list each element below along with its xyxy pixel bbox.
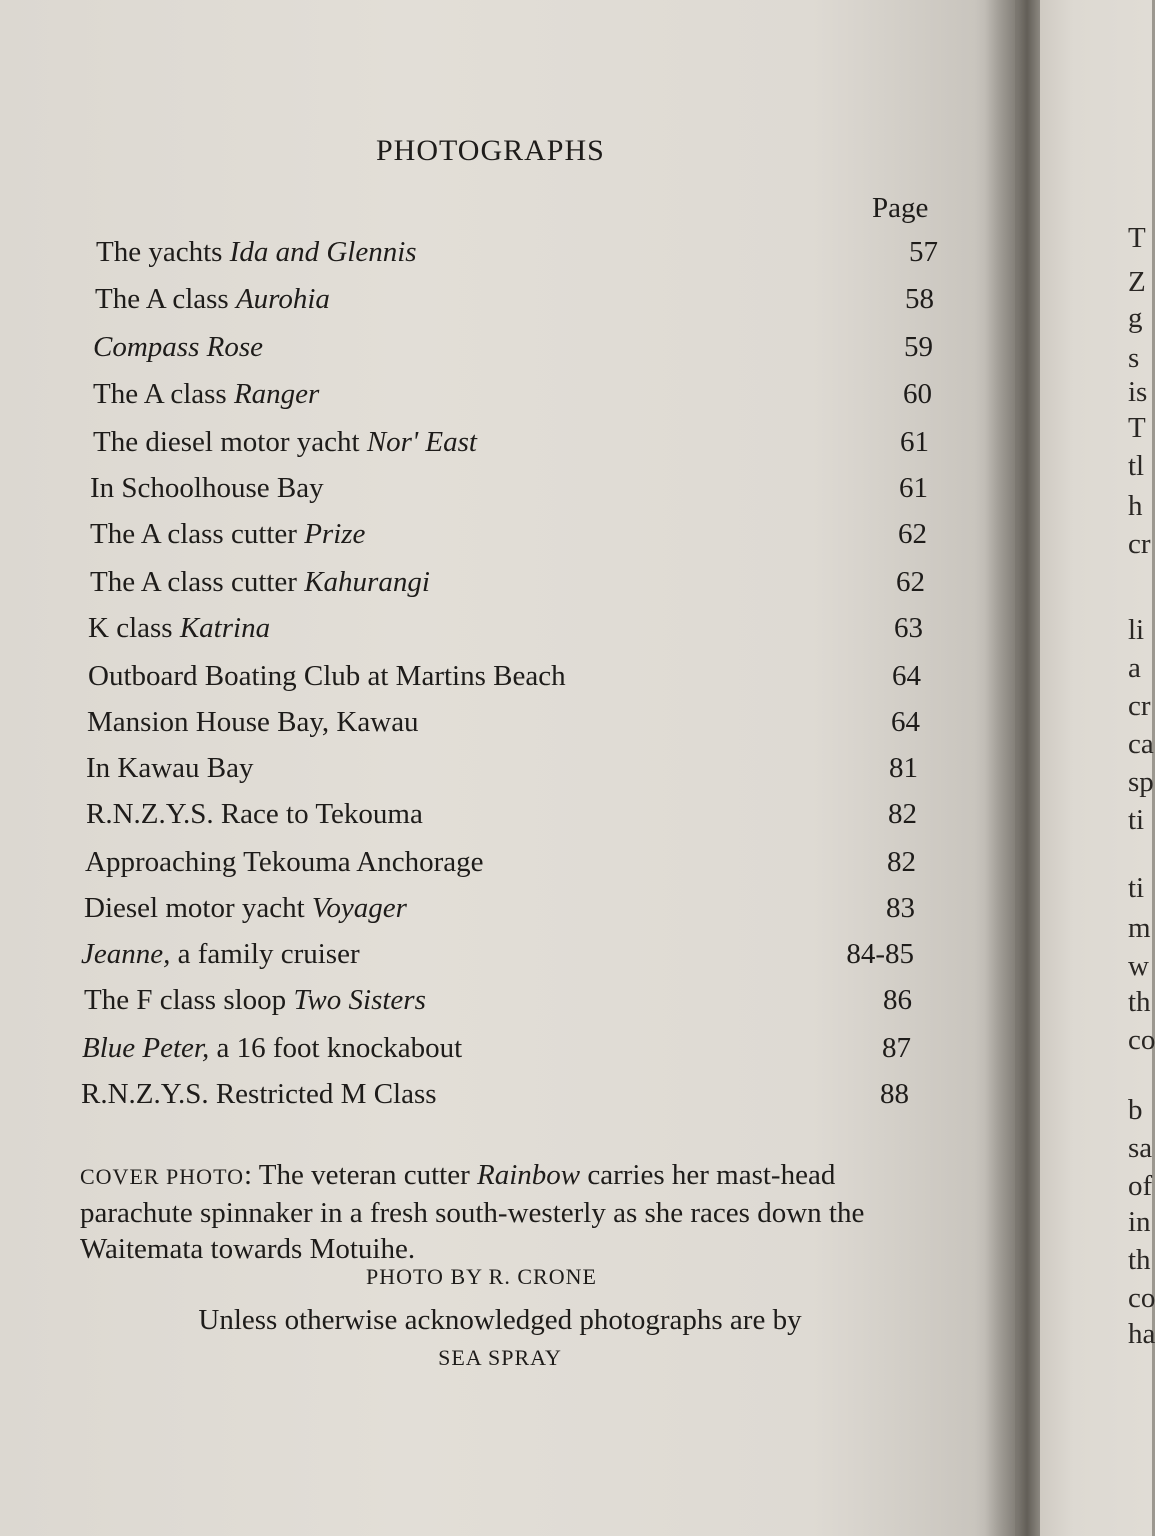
photo-page-number: 61 — [899, 472, 928, 504]
photo-page-number: 63 — [894, 612, 923, 644]
photo-list-item — [87, 706, 920, 746]
photo-page-number: 57 — [909, 236, 938, 268]
facing-page-fragment: Z — [1128, 266, 1146, 298]
photo-title — [93, 426, 477, 459]
photo-page-number: 82 — [887, 846, 916, 878]
photo-title-boat-name: Aurohia — [235, 283, 330, 315]
photo-title-text: Mansion House Bay, Kawau — [87, 706, 419, 738]
page-heading: PHOTOGRAPHS — [376, 134, 605, 167]
facing-page-fragment: T — [1128, 412, 1146, 444]
photo-list-item — [81, 938, 914, 978]
photo-list-item — [88, 660, 921, 700]
photo-list-item — [86, 752, 918, 792]
photo-title — [84, 984, 426, 1017]
photo-page-number: 83 — [886, 892, 915, 924]
photo-title — [96, 236, 417, 269]
facing-page-fragment: T — [1128, 222, 1146, 254]
photo-title-text: In Kawau Bay — [86, 752, 254, 784]
photo-title-text: The F class sloop — [84, 984, 294, 1016]
photo-title-text: Approaching Tekouma Anchorage — [85, 846, 484, 878]
facing-page-fragment: tl — [1128, 450, 1145, 482]
facing-page-fragment: ti — [1128, 804, 1145, 836]
photo-title-text: R.N.Z.Y.S. Restricted M Class — [81, 1078, 437, 1110]
facing-page-fragment: a — [1128, 652, 1141, 684]
facing-page-fragment: in — [1128, 1206, 1151, 1238]
photo-title — [85, 846, 483, 879]
photo-title-boat-name: Nor' East — [366, 426, 477, 458]
facing-page-fragment: g — [1128, 302, 1143, 334]
photo-title-text: a 16 foot knockabout — [209, 1032, 463, 1064]
photo-title — [90, 518, 365, 551]
photo-list-item — [93, 378, 932, 418]
photo-title-boat-name: Prize — [304, 518, 366, 550]
photo-title — [90, 566, 430, 599]
photo-title-text: K class — [88, 612, 180, 644]
cover-photo-caption — [80, 1157, 910, 1267]
photo-title-text: The yachts — [96, 236, 230, 268]
photo-title-text: R.N.Z.Y.S. Race to Tekouma — [86, 798, 423, 830]
photo-page-number: 61 — [900, 426, 929, 458]
photo-list-item — [82, 1032, 911, 1072]
photo-title-boat-name: Kahurangi — [304, 566, 430, 598]
photo-title — [86, 752, 254, 785]
photo-title — [86, 798, 423, 831]
facing-page-fragment: is — [1128, 376, 1148, 408]
photo-title-boat-name: Ida and Glennis — [229, 236, 417, 268]
photo-title — [93, 331, 263, 364]
photo-list-item — [84, 984, 912, 1024]
photo-title-text: The A class — [93, 378, 234, 410]
acknowledgement-text: Unless otherwise acknowledged photographs are by — [198, 1304, 802, 1336]
photo-title-text: Diesel motor yacht — [84, 892, 312, 924]
photo-title — [87, 706, 419, 739]
photo-title — [93, 378, 319, 411]
facing-page-fragment: of — [1128, 1170, 1153, 1202]
photo-page-number: 88 — [880, 1078, 909, 1110]
photo-page-number: 62 — [896, 566, 925, 598]
photo-title — [88, 612, 270, 645]
photo-page-number: 87 — [882, 1032, 911, 1064]
facing-page-fragment: s — [1128, 342, 1140, 374]
photo-title — [88, 660, 566, 693]
facing-page-fragment: w — [1128, 950, 1149, 982]
cover-photo-label: COVER PHOTO — [80, 1164, 245, 1189]
photo-title-boat-name: Katrina — [179, 612, 271, 644]
facing-page-fragment: ha — [1128, 1318, 1155, 1350]
facing-page-fragment: m — [1128, 912, 1151, 944]
photo-title — [81, 1078, 437, 1111]
facing-page-fragment: th — [1128, 986, 1151, 1018]
photo-title — [81, 938, 360, 971]
photo-page-number: 82 — [888, 798, 917, 830]
facing-page-fragment: cr — [1128, 528, 1151, 560]
photo-title-boat-name: Ranger — [233, 378, 320, 410]
acknowledgement-note — [180, 1302, 820, 1376]
cover-photo-boat-name: Rainbow — [476, 1159, 581, 1191]
facing-page-fragment: h — [1128, 490, 1143, 522]
photo-page-number: 81 — [889, 752, 918, 784]
photo-title-text: Outboard Boating Club at Martins Beach — [88, 660, 566, 692]
photo-title — [95, 283, 330, 316]
photo-page-number: 58 — [905, 283, 934, 315]
photo-list-item — [84, 892, 915, 932]
photo-title-boat-name: Two Sisters — [293, 984, 426, 1016]
photo-list-item — [88, 612, 923, 652]
facing-page-fragment: co — [1128, 1024, 1155, 1056]
facing-page-fragment: b — [1128, 1094, 1143, 1126]
photo-page-number: 64 — [891, 706, 920, 738]
facing-page-fragment: li — [1128, 614, 1145, 646]
photo-list-item — [95, 283, 934, 323]
facing-page-fragment: ca — [1128, 728, 1154, 760]
photo-list-item — [96, 236, 938, 276]
photo-page-number: 60 — [903, 378, 932, 410]
photo-title-text: In Schoolhouse Bay — [90, 472, 324, 504]
page-column-label: Page — [872, 192, 929, 224]
photo-credit: PHOTO BY R. CRONE — [366, 1264, 597, 1289]
photo-title-text: a family cruiser — [170, 938, 360, 970]
photo-page-number: 59 — [904, 331, 933, 363]
photo-title-text: The A class cutter — [90, 518, 305, 550]
photo-title-text: The A class — [95, 283, 236, 315]
photo-title-text: The A class cutter — [90, 566, 305, 598]
facing-page-fragment: sp — [1128, 766, 1154, 798]
photo-list-item — [86, 798, 917, 838]
cover-photo-text-after: carries her mast-head parachute spinnaker in a fresh south-westerly as she races down the Waitemata towards Motuihe. — [80, 1159, 865, 1265]
photo-list-item — [81, 1078, 909, 1118]
photo-title-text: The diesel motor yacht — [93, 426, 367, 458]
photo-list-item — [93, 331, 933, 371]
facing-page-fragment: cr — [1128, 690, 1151, 722]
photo-page-number: 64 — [892, 660, 921, 692]
photo-title-boat-name: Jeanne, — [81, 938, 171, 970]
photo-title — [84, 892, 407, 925]
photo-page-number: 84-85 — [846, 938, 914, 970]
photo-list-item — [85, 846, 916, 886]
photo-title — [82, 1032, 462, 1065]
photo-list-item — [90, 472, 928, 512]
photo-page-number: 62 — [898, 518, 927, 550]
photo-list-item — [93, 426, 929, 466]
cover-photo-text-before: : The veteran cutter — [244, 1159, 477, 1191]
photo-title-boat-name: Blue Peter, — [82, 1032, 210, 1064]
acknowledgement-source: SEA SPRAY — [438, 1345, 562, 1370]
facing-page-fragment: ti — [1128, 872, 1145, 904]
facing-page-fragment: co — [1128, 1282, 1155, 1314]
photo-title-boat-name: Compass Rose — [93, 331, 263, 363]
facing-page-fragment: sa — [1128, 1132, 1153, 1164]
photo-list-item — [90, 518, 927, 558]
photo-title-boat-name: Voyager — [311, 892, 407, 924]
photo-title — [90, 472, 324, 505]
facing-page-fragment: th — [1128, 1244, 1151, 1276]
photo-page-number: 86 — [883, 984, 912, 1016]
photo-list-item — [90, 566, 925, 606]
